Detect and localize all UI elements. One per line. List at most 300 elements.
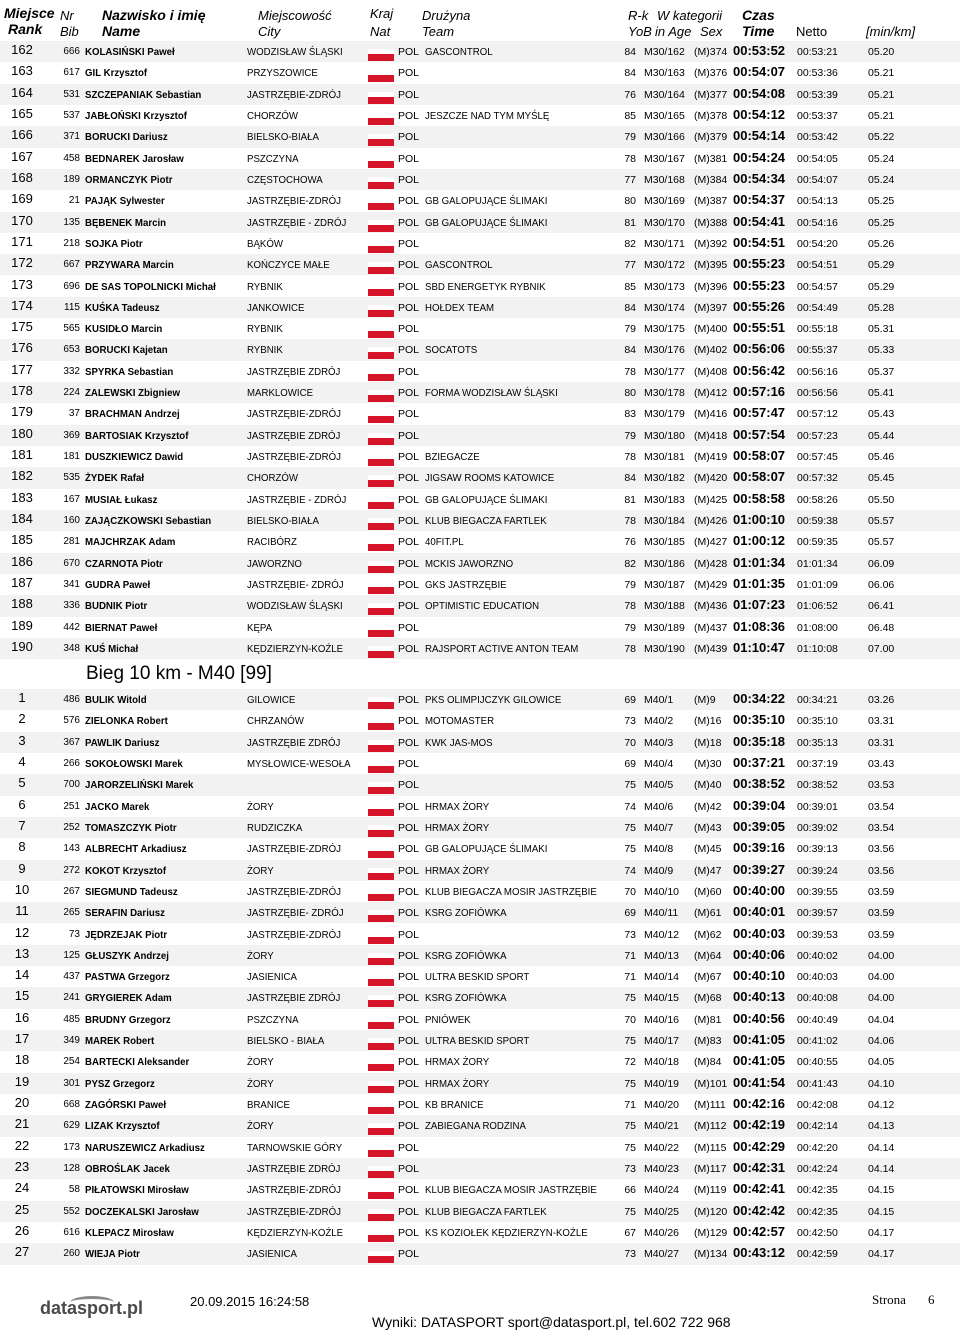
cell-city: BIELSKO - BIAŁA	[247, 1035, 325, 1048]
cell-cat: M40/11	[644, 907, 679, 920]
cell-time: 00:55:26	[733, 298, 786, 314]
poland-flag-icon	[368, 1059, 394, 1071]
cell-pace: 03.53	[868, 779, 895, 792]
cell-sex: (M)437	[694, 621, 728, 634]
cell-city: RYBNIK	[247, 344, 283, 357]
cell-nat: POL	[398, 864, 420, 877]
cell-pace: 03.54	[868, 821, 895, 834]
header-nat-en: Nat	[370, 24, 391, 39]
cell-yob: 66	[624, 1184, 636, 1197]
cell-pace: 04.00	[868, 992, 895, 1005]
poland-flag-icon	[368, 49, 394, 61]
cell-city: JASTRZĘBIE-ZDRÓJ	[247, 928, 341, 941]
table-row	[0, 62, 960, 83]
table-row	[0, 212, 960, 233]
cell-netto: 00:40:08	[797, 992, 838, 1005]
cell-time: 00:37:21	[733, 754, 786, 770]
cell-team: GB GALOPUJĄCE ŚLIMAKI	[425, 195, 548, 208]
cell-bib: 629	[63, 1120, 80, 1132]
poland-flag-icon	[368, 804, 394, 816]
cell-name: PAWLIK Dariusz	[85, 736, 160, 749]
cell-sex: (M)426	[694, 515, 728, 528]
table-row	[0, 1243, 960, 1264]
cell-rank: 171	[11, 233, 33, 249]
table-row	[0, 510, 960, 531]
cell-cat: M30/180	[644, 429, 685, 442]
poland-flag-icon	[368, 1038, 394, 1050]
cell-time: 00:42:19	[733, 1117, 786, 1133]
cell-yob: 80	[624, 387, 636, 400]
cell-name: BULIK Witold	[85, 694, 147, 706]
cell-netto: 00:39:02	[797, 821, 838, 834]
cell-rank: 14	[14, 967, 30, 983]
cell-bib: 535	[63, 472, 80, 484]
cell-netto: 00:41:02	[797, 1035, 838, 1048]
cell-team: HRMAX ŻORY	[425, 821, 490, 834]
cell-time: 00:43:12	[733, 1245, 786, 1261]
cell-cat: M30/188	[644, 600, 685, 613]
cell-cat: M30/176	[644, 344, 685, 357]
cell-pace: 05.46	[868, 451, 895, 464]
cell-pace: 05.20	[868, 46, 895, 58]
cell-rank: 15	[14, 988, 30, 1004]
table-row	[0, 297, 960, 318]
cell-sex: (M)42	[694, 800, 722, 813]
cell-time: 00:54:08	[733, 85, 786, 101]
cell-time: 01:10:47	[733, 639, 786, 655]
cell-netto: 00:34:21	[797, 694, 838, 706]
cell-city: ŻORY	[247, 800, 274, 813]
cell-nat: POL	[398, 736, 420, 749]
header-yob-pl: R-k	[628, 8, 649, 23]
cell-bib: 267	[63, 885, 80, 897]
cell-cat: M40/10	[644, 885, 680, 898]
cell-cat: M40/25	[644, 1205, 680, 1218]
cell-name: NARUSZEWICZ Arkadiusz	[85, 1141, 205, 1154]
cell-netto: 00:54:20	[797, 237, 838, 250]
cell-cat: M40/1	[644, 694, 674, 706]
cell-bib: 367	[63, 736, 80, 748]
cell-yob: 79	[624, 131, 636, 144]
cell-pace: 03.31	[868, 715, 895, 728]
cell-nat: POL	[398, 173, 420, 186]
table-row	[0, 774, 960, 795]
cell-cat: M40/27	[644, 1248, 680, 1261]
cell-bib: 668	[63, 1099, 80, 1111]
cell-bib: 21	[68, 195, 80, 207]
poland-flag-icon	[368, 92, 394, 104]
cell-netto: 00:39:55	[797, 885, 838, 898]
cell-nat: POL	[398, 715, 420, 728]
cell-city: JASTRZĘBIE-ZDRÓJ	[247, 195, 341, 208]
cell-bib: 458	[63, 152, 80, 164]
cell-cat: M40/3	[644, 736, 674, 749]
cell-sex: (M)416	[694, 408, 728, 421]
cell-bib: 653	[63, 344, 80, 356]
cell-sex: (M)9	[694, 694, 716, 706]
cell-name: BRACHMAN Andrzej	[85, 408, 180, 421]
cell-bib: 260	[63, 1248, 80, 1260]
cell-city: PRZYSZOWICE	[247, 67, 318, 80]
cell-pace: 04.12	[868, 1099, 895, 1112]
cell-netto: 00:54:51	[797, 259, 838, 272]
cell-city: JASTRZĘBIE - ZDRÓJ	[247, 216, 347, 229]
cell-sex: (M)16	[694, 715, 722, 728]
cell-yob: 73	[624, 928, 636, 941]
cell-yob: 84	[624, 472, 636, 485]
cell-name: JARORZELIŃSKI Marek	[85, 779, 194, 792]
cell-rank: 167	[11, 148, 33, 164]
cell-nat: POL	[398, 1099, 420, 1112]
cell-city: KOŃCZYCE MAŁE	[247, 259, 330, 272]
cell-netto: 00:40:03	[797, 971, 838, 984]
cell-time: 00:55:51	[733, 320, 786, 336]
cell-netto: 00:40:02	[797, 949, 838, 962]
cell-netto: 00:56:16	[797, 365, 838, 378]
cell-pace: 04.06	[868, 1035, 895, 1048]
cell-bib: 700	[63, 779, 80, 791]
cell-rank: 22	[14, 1137, 30, 1153]
cell-team: GB GALOPUJĄCE ŚLIMAKI	[425, 493, 548, 506]
cell-netto: 00:40:55	[797, 1056, 838, 1069]
cell-pace: 05.24	[868, 152, 895, 165]
table-row	[0, 753, 960, 774]
cell-pace: 04.15	[868, 1184, 895, 1197]
cell-rank: 6	[18, 796, 26, 812]
cell-netto: 00:58:26	[797, 493, 838, 506]
cell-cat: M40/18	[644, 1056, 680, 1069]
cell-city: JASTRZĘBIE- ZDRÓJ	[247, 579, 344, 591]
cell-cat: M30/169	[644, 195, 685, 208]
logo-text: datasport.pl	[40, 1298, 144, 1318]
results-credit: Wyniki: DATASPORT sport@datasport.pl, tel.602 722 968	[372, 1314, 731, 1330]
cell-team: KWK JAS-MOS	[425, 736, 493, 749]
cell-city: WODZISŁAW ŚLĄSKI	[247, 600, 343, 613]
cell-name: SERAFIN Dariusz	[85, 907, 165, 920]
header-team-en: Team	[422, 24, 455, 39]
cell-city: JASIENICA	[247, 971, 297, 984]
table-row	[0, 710, 960, 731]
cell-cat: M40/4	[644, 757, 674, 770]
cell-bib: 371	[63, 131, 80, 143]
cell-cat: M30/183	[644, 493, 685, 506]
cell-bib: 486	[63, 694, 80, 705]
cell-name: CZARNOTA Piotr	[85, 557, 163, 570]
cell-team: ULTRA BESKID SPORT	[425, 971, 530, 984]
cell-pace: 04.04	[868, 1013, 895, 1026]
cell-name: PYSZ Grzegorz	[85, 1077, 155, 1090]
cell-sex: (M)40	[694, 779, 722, 792]
cell-nat: POL	[398, 694, 420, 706]
cell-netto: 01:01:34	[797, 557, 838, 570]
cell-name: SOKOŁOWSKI Marek	[85, 757, 183, 770]
cell-netto: 01:01:09	[797, 579, 838, 591]
cell-name: TOMASZCZYK Piotr	[85, 821, 177, 834]
poland-flag-icon	[368, 1166, 394, 1178]
table-row	[0, 1158, 960, 1179]
table-row	[0, 318, 960, 339]
cell-pace: 05.41	[868, 387, 895, 400]
header-nat-pl: Kraj	[370, 6, 394, 21]
cell-nat: POL	[398, 621, 420, 634]
cell-cat: M40/19	[644, 1077, 680, 1090]
cell-nat: POL	[398, 800, 420, 813]
cell-city: GILOWICE	[247, 694, 296, 706]
cell-name: MAJCHRZAK Adam	[85, 536, 176, 549]
cell-nat: POL	[398, 131, 420, 144]
poland-flag-icon	[368, 782, 394, 794]
cell-netto: 00:40:49	[797, 1013, 838, 1026]
cell-name: BĘBENEK Marcin	[85, 216, 167, 229]
cell-bib: 369	[63, 429, 80, 441]
cell-team: JIGSAW ROOMS KATOWICE	[425, 472, 555, 485]
cell-city: BRANICE	[247, 1099, 290, 1112]
cell-yob: 82	[624, 237, 636, 250]
cell-cat: M40/16	[644, 1013, 680, 1026]
poland-flag-icon	[368, 134, 394, 146]
poland-flag-icon	[368, 198, 394, 210]
cell-bib: 616	[63, 1227, 80, 1238]
cell-cat: M40/6	[644, 800, 674, 813]
cell-time: 00:39:05	[733, 818, 786, 834]
cell-nat: POL	[398, 992, 420, 1005]
cell-cat: M30/185	[644, 536, 685, 549]
cell-netto: 00:42:24	[797, 1163, 838, 1176]
cell-city: JAWORZNO	[247, 557, 302, 570]
page-label: Strona	[872, 1292, 906, 1307]
cell-yob: 73	[624, 1248, 636, 1261]
cell-time: 00:42:31	[733, 1160, 786, 1176]
cell-city: JASTRZĘBIE-ZDRÓJ	[247, 885, 341, 898]
cell-name: MUSIAŁ Łukasz	[85, 493, 158, 506]
cell-team: SOCATOTS	[425, 344, 478, 357]
cell-team: KSRG ZOFIÓWKA	[425, 907, 507, 920]
cell-pace: 04.17	[868, 1227, 895, 1239]
cell-sex: (M)396	[694, 280, 728, 293]
cell-cat: M30/178	[644, 387, 685, 400]
table-row	[0, 105, 960, 126]
cell-name: BARTOSIAK Krzysztof	[85, 429, 189, 442]
cell-bib: 173	[63, 1141, 80, 1153]
cell-name: SPYRKA Sebastian	[85, 365, 174, 378]
cell-name: KUŚ Michał	[85, 642, 139, 655]
cell-time: 00:55:23	[733, 256, 786, 272]
cell-cat: M30/187	[644, 579, 685, 591]
cell-nat: POL	[398, 46, 420, 58]
cell-team: KLUB BIEGACZA MOSIR JASTRZĘBIE	[425, 885, 597, 898]
cell-name: KOKOT Krzysztof	[85, 864, 167, 877]
cell-rank: 179	[11, 404, 33, 420]
cell-nat: POL	[398, 1120, 420, 1133]
cell-time: 00:54:41	[733, 213, 786, 229]
cell-team: GB GALOPUJĄCE ŚLIMAKI	[425, 216, 548, 229]
cell-yob: 78	[624, 642, 636, 655]
cell-time: 00:40:06	[733, 946, 786, 962]
poland-flag-icon	[368, 646, 394, 658]
table-row	[0, 574, 960, 595]
cell-yob: 80	[624, 195, 636, 208]
cell-pace: 05.44	[868, 429, 895, 442]
cell-yob: 79	[624, 579, 636, 591]
cell-pace: 03.31	[868, 736, 895, 749]
cell-city: RYBNIK	[247, 323, 283, 336]
table-row	[0, 467, 960, 488]
table-row	[0, 689, 960, 710]
cell-time: 00:54:14	[733, 128, 786, 144]
cell-netto: 00:42:08	[797, 1099, 838, 1112]
cell-rank: 11	[15, 903, 29, 919]
cell-rank: 186	[11, 553, 33, 569]
cell-sex: (M)129	[694, 1227, 728, 1239]
cell-city: CZĘSTOCHOWA	[247, 173, 323, 186]
cell-time: 00:53:52	[733, 43, 786, 58]
cell-city: ŻORY	[247, 1120, 274, 1133]
cell-name: SZCZEPANIAK Sebastian	[85, 88, 202, 101]
cell-yob: 79	[624, 621, 636, 634]
cell-sex: (M)395	[694, 259, 728, 272]
cell-rank: 183	[11, 489, 33, 505]
poland-flag-icon	[368, 1187, 394, 1199]
cell-name: WIEJA Piotr	[85, 1248, 140, 1261]
cell-team: KLUB BIEGACZA MOSIR JASTRZĘBIE	[425, 1184, 597, 1197]
cell-netto: 00:42:35	[797, 1184, 838, 1197]
cell-yob: 73	[624, 715, 636, 728]
cell-bib: 143	[63, 843, 80, 855]
cell-city: TARNOWSKIE GÓRY	[247, 1141, 343, 1154]
header-time-pl: Czas	[742, 7, 775, 23]
poland-flag-icon	[368, 454, 394, 466]
cell-netto: 00:54:49	[797, 301, 838, 314]
cell-pace: 04.14	[868, 1141, 895, 1154]
cell-time: 00:58:07	[733, 448, 786, 464]
cell-cat: M30/189	[644, 621, 685, 634]
cell-sex: (M)397	[694, 301, 728, 314]
cell-yob: 79	[624, 429, 636, 442]
cell-netto: 00:57:23	[797, 429, 838, 442]
cell-nat: POL	[398, 1248, 420, 1261]
cell-netto: 01:06:52	[797, 600, 838, 613]
cell-bib: 336	[63, 600, 80, 612]
cell-yob: 70	[624, 885, 636, 898]
table-row	[0, 638, 960, 659]
cell-yob: 74	[624, 864, 636, 877]
cell-rank: 164	[11, 84, 33, 100]
cell-sex: (M)376	[694, 67, 728, 80]
cell-time: 00:41:05	[733, 1053, 786, 1069]
cell-rank: 10	[14, 881, 30, 897]
poland-flag-icon	[368, 177, 394, 189]
cell-nat: POL	[398, 885, 420, 898]
cell-nat: POL	[398, 843, 420, 856]
cell-nat: POL	[398, 280, 420, 293]
cell-cat: M30/172	[644, 259, 685, 272]
header-name-en: Name	[102, 23, 141, 39]
cell-pace: 04.13	[868, 1120, 895, 1133]
cell-pace: 06.41	[868, 600, 895, 613]
cell-cat: M30/168	[644, 173, 685, 186]
cell-city: ŻORY	[247, 949, 274, 962]
cell-rank: 189	[11, 617, 33, 633]
cell-nat: POL	[398, 600, 420, 613]
cell-time: 00:54:07	[733, 64, 786, 80]
cell-time: 00:34:22	[733, 691, 786, 706]
cell-rank: 181	[11, 447, 33, 463]
poland-flag-icon	[368, 625, 394, 637]
cell-name: KLEPACZ Mirosław	[85, 1227, 174, 1239]
cell-rank: 25	[14, 1201, 30, 1217]
cell-name: GŁUSZYK Andrzej	[85, 949, 169, 962]
header-cat-en: in Age	[655, 24, 692, 39]
cell-sex: (M)134	[694, 1248, 728, 1261]
table-row	[0, 233, 960, 254]
cell-time: 00:41:54	[733, 1074, 786, 1090]
cell-name: ZALEWSKI Zbigniew	[85, 387, 180, 400]
cell-bib: 537	[63, 109, 80, 121]
print-datetime: 20.09.2015 16:24:58	[190, 1294, 310, 1309]
cell-yob: 69	[624, 694, 636, 706]
cell-sex: (M)119	[694, 1184, 727, 1197]
cell-rank: 175	[11, 319, 33, 335]
cell-city: MYSŁOWICE-WESOŁA	[247, 757, 351, 770]
cell-pace: 05.25	[868, 216, 895, 229]
cell-netto: 00:53:37	[797, 109, 838, 122]
cell-city: BĄKÓW	[247, 237, 283, 250]
cell-yob: 71	[624, 1099, 636, 1112]
cell-rank: 177	[11, 361, 33, 377]
cell-rank: 170	[11, 212, 33, 228]
cell-rank: 17	[14, 1031, 30, 1047]
header-cat-pl: W kategorii	[657, 8, 723, 23]
cell-pace: 05.37	[868, 365, 895, 378]
cell-netto: 00:55:18	[797, 323, 838, 336]
header-time-en: Time	[742, 23, 775, 39]
cell-yob: 71	[624, 949, 636, 962]
cell-pace: 05.43	[868, 408, 895, 421]
cell-netto: 00:54:07	[797, 173, 838, 186]
cell-time: 00:38:52	[733, 776, 786, 792]
cell-nat: POL	[398, 493, 420, 506]
cell-nat: POL	[398, 1205, 420, 1218]
cell-time: 00:56:06	[733, 341, 786, 357]
cell-time: 00:35:18	[733, 733, 786, 749]
cell-yob: 76	[624, 536, 636, 549]
cell-team: ZABIEGANA RODZINA	[425, 1120, 526, 1133]
cell-time: 00:40:03	[733, 925, 786, 941]
table-row	[0, 382, 960, 403]
cell-rank: 169	[11, 191, 33, 207]
header-bib-pl: Nr	[60, 8, 74, 23]
cell-sex: (M)117	[694, 1163, 727, 1176]
cell-team: KSRG ZOFIÓWKA	[425, 992, 507, 1005]
cell-netto: 00:53:39	[797, 88, 838, 101]
cell-name: MAREK Robert	[85, 1035, 155, 1048]
cell-sex: (M)377	[694, 88, 728, 101]
poland-flag-icon	[368, 561, 394, 573]
cell-sex: (M)408	[694, 365, 728, 378]
poland-flag-icon	[368, 433, 394, 445]
cell-sex: (M)439	[694, 642, 728, 655]
cell-name: LIZAK Krzysztof	[85, 1120, 160, 1133]
cell-sex: (M)418	[694, 429, 728, 442]
header-sex-en: Sex	[700, 24, 723, 39]
cell-bib: 160	[63, 515, 80, 527]
table-row	[0, 1137, 960, 1158]
poland-flag-icon	[368, 1102, 394, 1114]
cell-netto: 00:42:20	[797, 1141, 838, 1154]
cell-team: HRMAX ŻORY	[425, 800, 490, 813]
cell-yob: 84	[624, 344, 636, 357]
cell-time: 00:39:16	[733, 840, 786, 856]
